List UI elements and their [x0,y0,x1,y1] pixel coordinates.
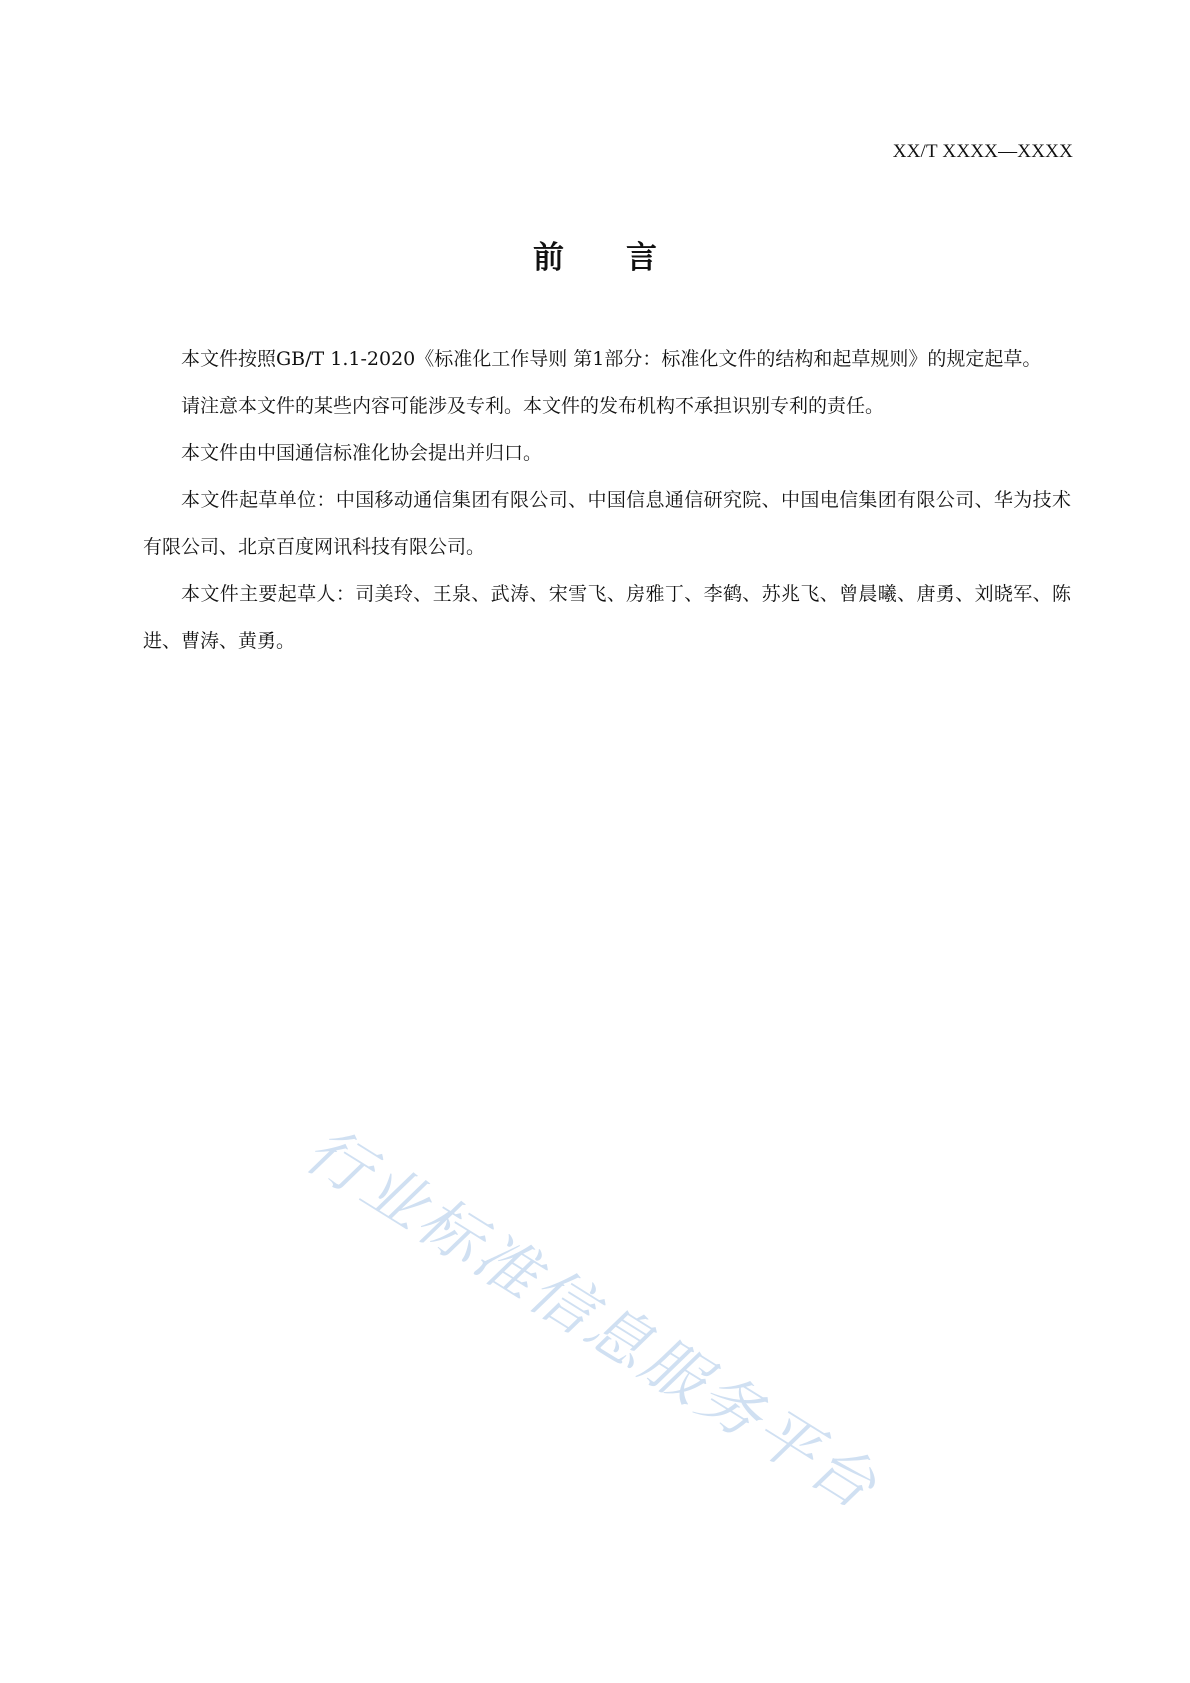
paragraph-patent-notice: 请注意本文件的某些内容可能涉及专利。本文件的发布机构不承担识别专利的责任。 [181,395,885,417]
document-code: XX/T XXXX—XXXX [892,141,1073,162]
paragraph-proposer: 本文件由中国通信标准化协会提出并归口。 [181,442,543,464]
foreword-body [143,336,1071,665]
paragraph-drafting-units: 本文件起草单位：中国移动通信集团有限公司、中国信息通信研究院、中国电信集团有限公司、华为技术有限公司、北京百度网讯科技有限公司。 [143,489,1071,558]
paragraph-drafting-rules: 本文件按照GB/T 1.1-2020《标准化工作导则 第1部分：标准化文件的结构和起草规则》的规定起草。 [181,348,1042,370]
paragraph-drafters: 本文件主要起草人：司美玲、王泉、武涛、宋雪飞、房雅丁、李鹤、苏兆飞、曾晨曦、唐勇、刘晓军、陈进、曹涛、黄勇。 [143,583,1071,652]
foreword-title: 前言 [533,240,719,276]
watermark: 行业标准信息服务平台 [293,1112,892,1525]
